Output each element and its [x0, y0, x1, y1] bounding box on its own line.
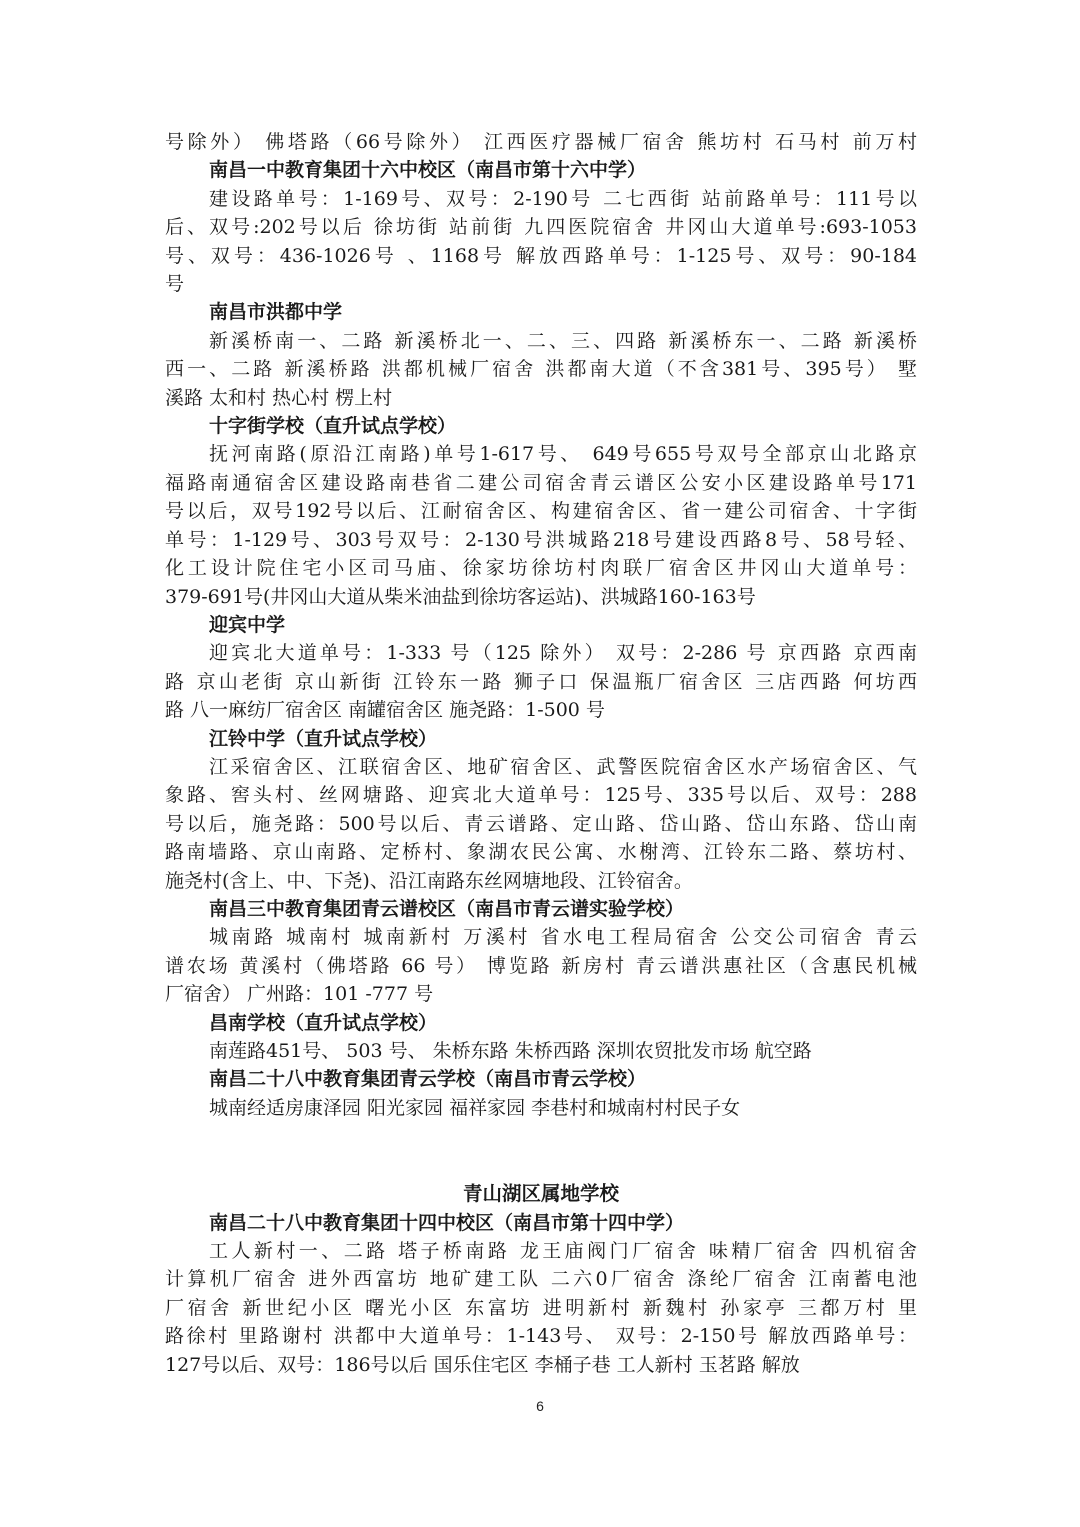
address-line: 号以后，施尧路：500号以后、青云谱路、定山路、岱山路、岱山东路、岱山南	[165, 812, 917, 835]
school-name: 昌南学校（直升试点学校）	[209, 1011, 438, 1034]
address-line: 城南路 城南村 城南新村 万溪村 省水电工程局宿舍 公交公司宿舍 青云	[209, 926, 917, 949]
school-section	[165, 156, 917, 298]
school-section	[165, 725, 917, 895]
address-line: 路 八一麻纺厂宿舍区 南罐宿舍区 施尧路：1-500 号	[165, 699, 605, 722]
school-section	[165, 298, 917, 412]
school-section	[165, 1065, 917, 1122]
address-line: 号	[165, 273, 185, 296]
school-section	[165, 895, 917, 1009]
address-line: 单号：1-129号、303号双号：2-130号洪城路218号建设西路8号、58号轻、	[165, 528, 917, 551]
address-line: 计算机厂宿舍 进外西富坊 地矿建工队 二六0厂宿舍 涤纶厂宿舍 江南蓄电池	[165, 1268, 917, 1291]
address-line: 西一、二路 新溪桥路 洪都机械厂宿舍 洪都南大道（不含381号、395号） 墅	[165, 358, 917, 381]
school-section	[165, 1009, 917, 1066]
school-name: 南昌一中教育集团十六中校区（南昌市第十六中学）	[209, 159, 647, 182]
address-line: 溪路 太和村 热心村 楞上村	[165, 386, 393, 409]
school-name: 南昌市洪都中学	[209, 301, 343, 324]
address-line: 号、双号：436-1026号 、1168号 解放西路单号：1-125号、双号：90-184	[165, 244, 917, 267]
address-line: 工人新村一、二路 塔子桥南路 龙王庙阀门厂宿舍 味精厂宿舍 四机宿舍	[209, 1240, 917, 1263]
address-line: 城南经适房康泽园 阳光家园 福祥家园 李巷村和城南村村民子女	[209, 1096, 741, 1119]
school-name: 迎宾中学	[209, 613, 286, 636]
school-name: 南昌三中教育集团青云谱校区（南昌市青云谱实验学校）	[209, 897, 685, 920]
address-line: 路徐村 里路谢村 洪都中大道单号：1-143号、 双号：2-150号 解放西路单号：	[165, 1325, 917, 1348]
address-line: 路南墙路、京山南路、定桥村、象湖农民公寓、水榭湾、江铃东二路、蔡坊村、	[165, 841, 917, 864]
address-line: 抚河南路(原沿江南路)单号1-617号、 649号655号双号全部京山北路京	[209, 443, 917, 466]
sections-after-district	[165, 1209, 917, 1379]
address-line: 福路南通宿舍区建设路南巷省二建公司宿舍青云谱区公安小区建设路单号171	[165, 471, 917, 494]
district-title: 青山湖区属地学校	[462, 1182, 619, 1206]
school-name: 十字街学校（直升试点学校）	[209, 415, 457, 438]
address-line: 后、双号:202号以后 徐坊街 站前街 九四医院宿舍 井冈山大道单号:693-1053	[165, 216, 917, 239]
address-line: 建设路单号：1-169号、双号：2-190号 二七西街 站前路单号：111号以	[209, 187, 917, 210]
school-section	[165, 1209, 917, 1379]
sections-before-district	[165, 156, 917, 1122]
address-line: 江采宿舍区、江联宿舍区、地矿宿舍区、武警医院宿舍区水产场宿舍区、气	[209, 755, 917, 778]
address-line: 厂宿舍 新世纪小区 曙光小区 东富坊 进明新村 新魏村 孙家亭 三都万村 里	[165, 1296, 917, 1319]
address-line: 象路、窖头村、丝网塘路、迎宾北大道单号：125号、335号以后、双号：288	[165, 784, 917, 807]
continuation-line: 号除外） 佛塔路（66号除外） 江西医疗器械厂宿舍 熊坊村 石马村 前万村	[165, 131, 917, 153]
address-line: 路 京山老街 京山新街 江铃东一路 狮子口 保温瓶厂宿舍区 三店西路 何坊西	[165, 670, 917, 693]
page-number: 6	[536, 1398, 544, 1414]
address-line: 号以后，双号192号以后、江耐宿舍区、构建宿舍区、省一建公司宿舍、十字街	[165, 500, 917, 523]
address-line: 379-691号(井冈山大道从柴米油盐到徐坊客运站)、洪城路160-163号	[165, 585, 756, 608]
address-line: 127号以后、双号：186号以后 国乐住宅区 李桶子巷 工人新村 玉茗路 解放	[165, 1353, 800, 1376]
page-content	[165, 128, 917, 1379]
school-section	[165, 611, 917, 725]
address-line: 厂宿舍） 广州路：101 -777 号	[165, 983, 434, 1006]
school-name: 南昌二十八中教育集团青云学校（南昌市青云学校）	[209, 1068, 647, 1091]
address-line: 迎宾北大道单号：1-333 号（125 除外） 双号：2-286 号 京西路 京西南	[209, 642, 917, 665]
school-section	[165, 412, 917, 611]
address-line: 新溪桥南一、二路 新溪桥北一、二、三、四路 新溪桥东一、二路 新溪桥	[209, 329, 917, 352]
school-name: 南昌二十八中教育集团十四中校区（南昌市第十四中学）	[209, 1211, 685, 1234]
address-line: 南莲路451号、 503 号、 朱桥东路 朱桥西路 深圳农贸批发市场 航空路	[209, 1040, 812, 1062]
address-line: 化工设计院住宅小区司马庙、徐家坊徐坊村肉联厂宿舍区井冈山大道单号：	[165, 557, 917, 580]
address-line: 谱农场 黄溪村（佛塔路 66 号） 博览路 新房村 青云谱洪惠社区（含惠民机械	[165, 954, 917, 977]
address-line: 施尧村(含上、中、下尧)、沿江南路东丝网塘地段、江铃宿舍。	[165, 869, 693, 892]
school-name: 江铃中学（直升试点学校）	[209, 727, 438, 750]
